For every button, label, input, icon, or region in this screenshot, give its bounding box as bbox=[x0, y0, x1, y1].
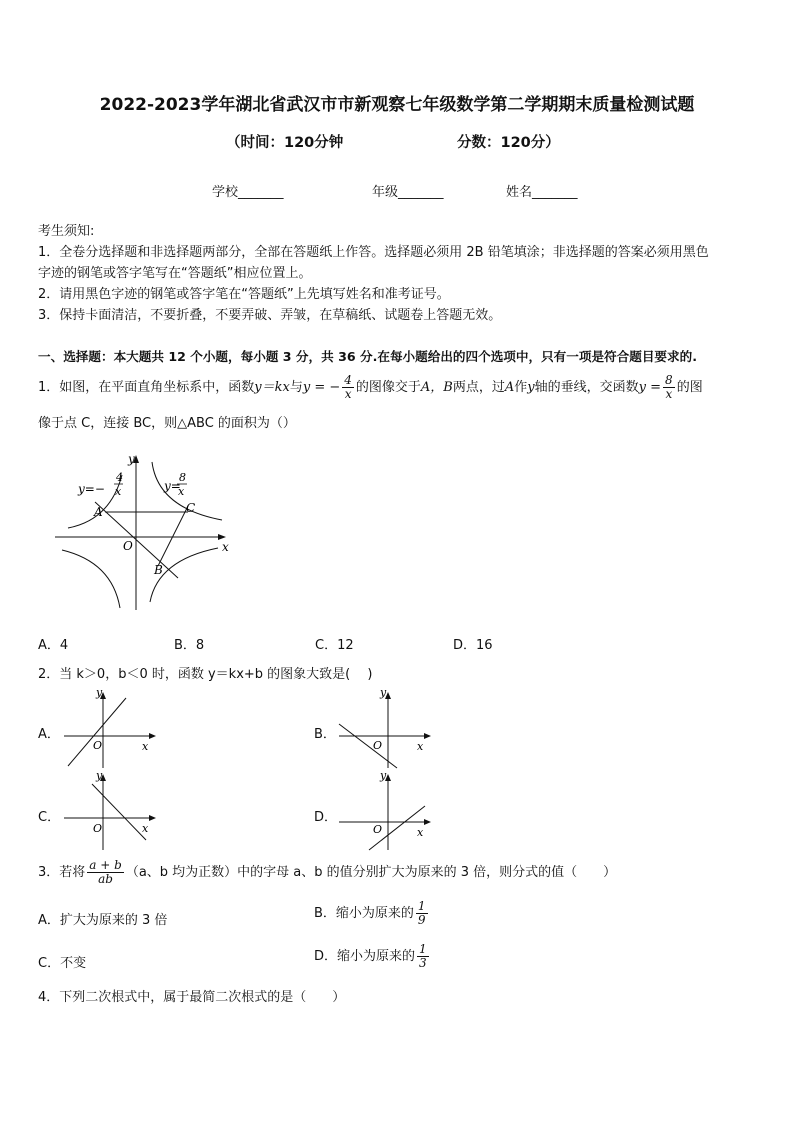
label-y-neg4x: y=− bbox=[78, 482, 105, 496]
segment-bc bbox=[158, 506, 188, 566]
q2-graph-a bbox=[60, 688, 160, 770]
q2-stem: 2．当 k＞0，b＜0 时，函数 y＝kx+b 的图象大致是( ) bbox=[38, 667, 373, 682]
q1-expr: y＝kx bbox=[254, 380, 290, 395]
point-c-label: C bbox=[186, 501, 196, 515]
notice-heading: 考生须知: bbox=[38, 224, 95, 239]
x-axis-arrow bbox=[149, 733, 156, 739]
notice-item-1: 1．全卷分选择题和非选择题两部分，全部在答题纸上作答。选择题必须用 2B 铅笔填涂；非选择题的答案必须用黑色 bbox=[38, 245, 709, 260]
q1-option-c[interactable]: C．12 bbox=[315, 638, 354, 653]
page-title: 2022-2023学年湖北省武汉市市新观察七年级数学第二学期期末质量检测试题 bbox=[99, 95, 695, 115]
label-8: 8 bbox=[179, 471, 186, 484]
section-heading: 一、选择题：本大题共 12 个小题，每小题 3 分，共 36 分.在每小题给出的四个选项中，只有一项是符合题目要求的. bbox=[38, 349, 698, 364]
axis-label-y: y bbox=[380, 770, 387, 782]
q3-option-a[interactable]: A．扩大为原来的 3 倍 bbox=[38, 913, 168, 928]
q3-option-d[interactable] bbox=[314, 943, 431, 970]
q1-text: 轴的垂线，交函数 bbox=[534, 380, 639, 395]
axis-label-y: y bbox=[128, 452, 135, 466]
axis-label-x: x bbox=[417, 826, 424, 839]
denominator: 9 bbox=[417, 913, 426, 927]
denominator: ab bbox=[98, 872, 113, 886]
q3-option-b[interactable] bbox=[314, 900, 430, 927]
q2-graph-d bbox=[335, 770, 435, 852]
notice-item-1-cont: 字迹的钢笔或答字笔写在“答题纸”相应位置上。 bbox=[38, 266, 312, 281]
numerator: 4 bbox=[344, 373, 352, 387]
q3-stem bbox=[38, 859, 616, 886]
q1-text: 作 bbox=[514, 380, 528, 395]
q1-text: 的图像交于 bbox=[355, 380, 421, 395]
q2-graph-b bbox=[335, 688, 435, 770]
denominator: 3 bbox=[419, 956, 427, 970]
denominator: x bbox=[344, 387, 352, 401]
q1-text: 与 bbox=[289, 380, 303, 395]
q1-expr: y = bbox=[638, 380, 662, 395]
label-4: 4 bbox=[116, 471, 123, 484]
q3-fraction bbox=[87, 859, 124, 886]
origin-label: O bbox=[93, 822, 103, 835]
q2-option-a[interactable]: A． bbox=[38, 727, 60, 742]
origin-label: O bbox=[373, 739, 383, 752]
name-field: 姓名_______ bbox=[506, 185, 578, 200]
x-axis-arrow bbox=[149, 815, 156, 821]
x-axis-arrow bbox=[424, 733, 431, 739]
q1-figure bbox=[50, 450, 240, 615]
q1-expr: y bbox=[527, 380, 535, 395]
numerator: 1 bbox=[419, 942, 427, 956]
q1-fraction-2 bbox=[663, 374, 675, 401]
origin-label: O bbox=[123, 539, 133, 553]
school-field: 学校_______ bbox=[212, 185, 284, 200]
x-axis-arrow bbox=[424, 819, 431, 825]
label-x: x bbox=[115, 485, 122, 498]
denominator: x bbox=[665, 387, 673, 401]
numerator: 1 bbox=[417, 899, 426, 913]
axis-label-x: x bbox=[142, 740, 149, 753]
axis-label-x: x bbox=[142, 822, 149, 835]
q1-option-a[interactable]: A．4 bbox=[38, 638, 69, 653]
axis-label-y: y bbox=[96, 688, 103, 699]
q1-stem-cont: 像于点 C，连接 BC，则△ABC 的面积为（） bbox=[38, 416, 296, 431]
option-text: B．缩小为原来的 bbox=[314, 906, 414, 921]
exam-time: （时间：120分钟 bbox=[226, 135, 344, 151]
q2-graph-c bbox=[60, 770, 160, 852]
q1-option-b[interactable]: B．8 bbox=[174, 638, 205, 653]
axis-label-y: y bbox=[96, 770, 103, 782]
q1-text: 两点，过 bbox=[452, 380, 505, 395]
option-text: D．缩小为原来的 bbox=[314, 949, 416, 964]
q2-option-b[interactable]: B． bbox=[314, 727, 336, 742]
notice-item-2: 2．请用黑色字迹的钢笔或答字笔在“答题纸”上先填写姓名和准考证号。 bbox=[38, 287, 450, 302]
q3-option-b-fraction bbox=[416, 900, 428, 927]
q1-expr: A，B bbox=[420, 380, 453, 395]
graph-line bbox=[68, 698, 126, 766]
grade-field: 年级_______ bbox=[372, 185, 444, 200]
axis-label-x: x bbox=[417, 740, 424, 753]
q2-option-d[interactable]: D． bbox=[314, 810, 338, 825]
q3-text: （a、b 均为正数）中的字母 a、b 的值分别扩大为原来的 3 倍，则分式的值（ ） bbox=[125, 865, 617, 880]
axis-label-x: x bbox=[222, 540, 229, 554]
q1-expr: y = − bbox=[302, 380, 341, 395]
q1-text: 1．如图，在平面直角坐标系中，函数 bbox=[38, 380, 255, 395]
notice-item-3: 3．保持卡面清洁，不要折叠，不要弄破、弄皱，在草稿纸、试题卷上答题无效。 bbox=[38, 308, 502, 323]
q1-stem bbox=[38, 374, 703, 401]
label-y-8x: y= bbox=[164, 479, 181, 493]
curve-8x-q3 bbox=[62, 550, 120, 608]
origin-label: O bbox=[373, 823, 383, 836]
q3-option-d-fraction bbox=[417, 943, 429, 970]
q2-option-c[interactable]: C． bbox=[38, 810, 61, 825]
numerator: 8 bbox=[665, 373, 673, 387]
q4-stem: 4．下列二次根式中，属于最简二次根式的是（ ） bbox=[38, 990, 346, 1005]
q1-option-d[interactable]: D．16 bbox=[453, 638, 493, 653]
q3-option-c[interactable]: C．不变 bbox=[38, 956, 87, 971]
q1-fraction-1 bbox=[342, 374, 354, 401]
label-x: x bbox=[178, 485, 185, 498]
origin-label: O bbox=[93, 739, 103, 752]
axis-label-y: y bbox=[380, 688, 387, 699]
exam-score: 分数：120分） bbox=[457, 135, 560, 151]
numerator: a + b bbox=[89, 858, 122, 872]
q1-expr: A bbox=[504, 380, 515, 395]
q3-text: 3．若将 bbox=[38, 865, 86, 880]
q1-text: 的图 bbox=[676, 380, 703, 395]
point-b-label: B bbox=[154, 563, 163, 577]
point-a-label: A bbox=[94, 505, 103, 519]
